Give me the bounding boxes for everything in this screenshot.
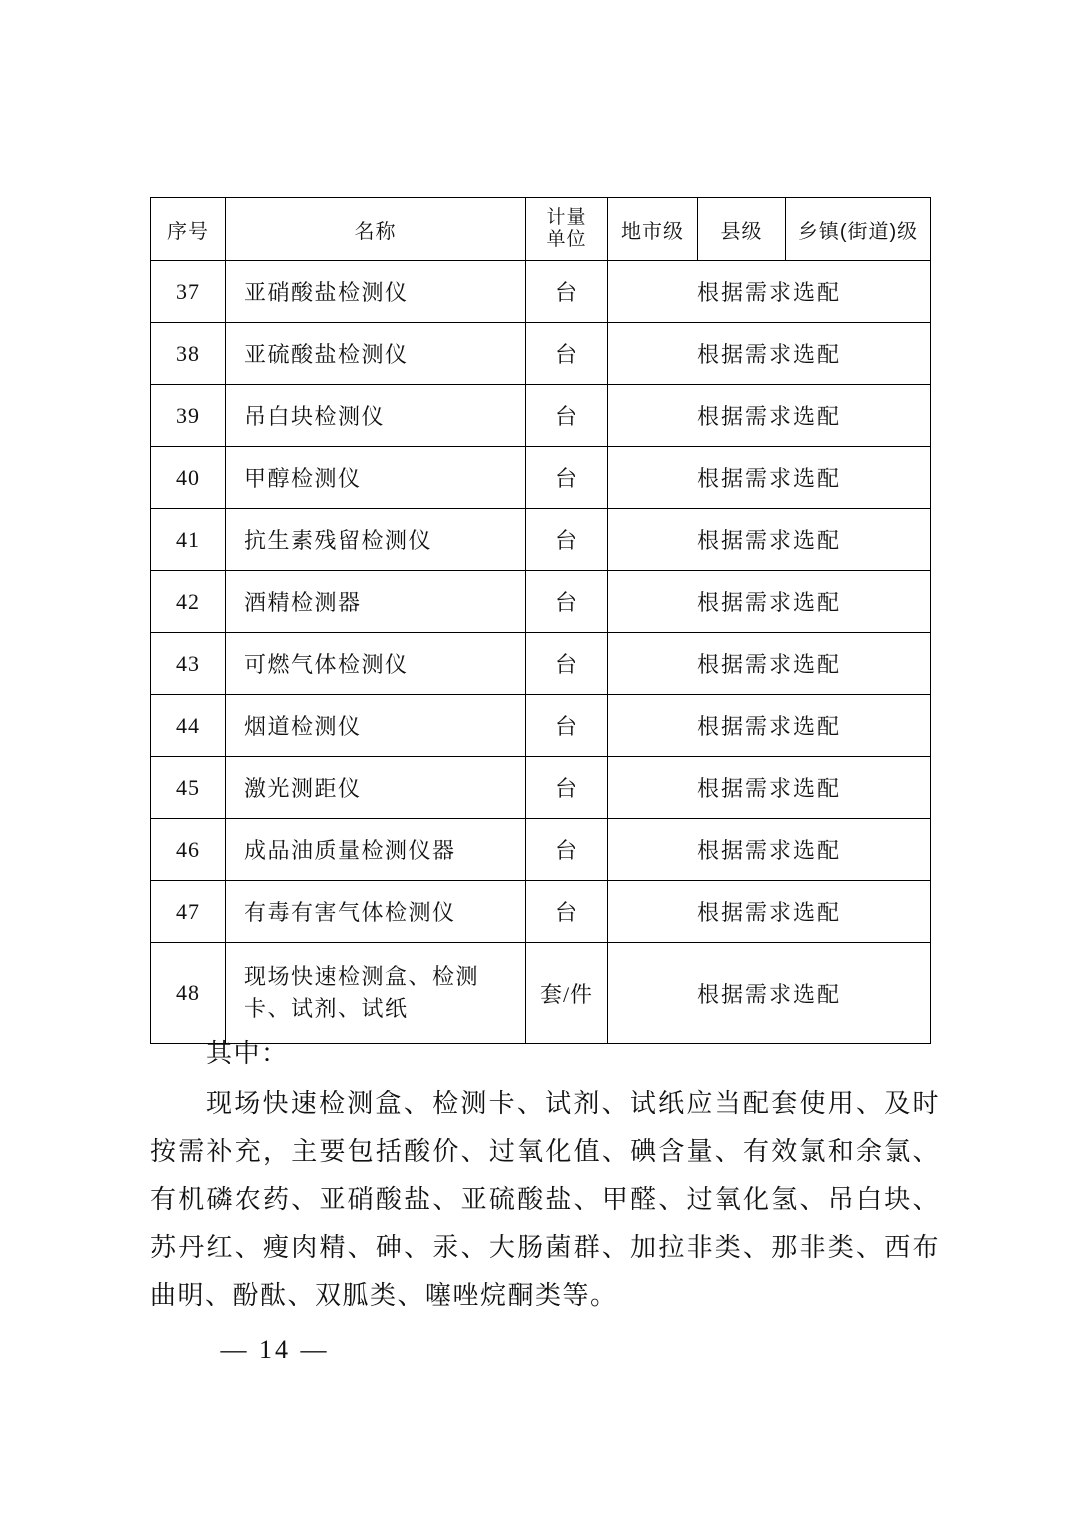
table-row bbox=[151, 509, 931, 571]
cell-unit: 台 bbox=[526, 633, 608, 695]
table-row bbox=[151, 695, 931, 757]
cell-no: 37 bbox=[151, 261, 226, 323]
equipment-table bbox=[150, 197, 931, 1044]
cell-allocation: 根据需求选配 bbox=[608, 695, 931, 757]
cell-no: 44 bbox=[151, 695, 226, 757]
cell-allocation: 根据需求选配 bbox=[608, 571, 931, 633]
cell-unit: 台 bbox=[526, 385, 608, 447]
notes-body: 现场快速检测盒、检测卡、试剂、试纸应当配套使用、及时按需补充，主要包括酸价、过氧化值、碘含量、有效氯和余氯、有机磷农药、亚硝酸盐、亚硫酸盐、甲醛、过氧化氢、吊白块、苏丹红、瘦肉精、砷、汞、大肠菌群、加拉非类、那非类、西布曲明、酚酞、双胍类、噻唑烷酮类等。 bbox=[150, 1089, 940, 1311]
cell-name: 吊白块检测仪 bbox=[226, 385, 526, 447]
cell-no: 41 bbox=[151, 509, 226, 571]
cell-no: 42 bbox=[151, 571, 226, 633]
cell-allocation: 根据需求选配 bbox=[608, 881, 931, 943]
cell-name: 烟道检测仪 bbox=[226, 695, 526, 757]
header-city-level: 地市级 bbox=[608, 198, 698, 261]
cell-allocation: 根据需求选配 bbox=[608, 385, 931, 447]
table-row bbox=[151, 571, 931, 633]
cell-no: 48 bbox=[151, 943, 226, 1044]
cell-unit: 台 bbox=[526, 447, 608, 509]
table-row bbox=[151, 323, 931, 385]
cell-allocation: 根据需求选配 bbox=[608, 757, 931, 819]
cell-no: 38 bbox=[151, 323, 226, 385]
header-no: 序号 bbox=[151, 198, 226, 261]
cell-name: 亚硝酸盐检测仪 bbox=[226, 261, 526, 323]
cell-allocation: 根据需求选配 bbox=[608, 323, 931, 385]
cell-name: 有毒有害气体检测仪 bbox=[226, 881, 526, 943]
cell-name: 亚硫酸盐检测仪 bbox=[226, 323, 526, 385]
header-unit-line1: 计量 bbox=[546, 207, 587, 229]
cell-unit: 台 bbox=[526, 881, 608, 943]
cell-name: 可燃气体检测仪 bbox=[226, 633, 526, 695]
cell-allocation: 根据需求选配 bbox=[608, 447, 931, 509]
cell-unit: 台 bbox=[526, 261, 608, 323]
header-unit bbox=[526, 198, 608, 261]
table-row bbox=[151, 757, 931, 819]
cell-name: 酒精检测器 bbox=[226, 571, 526, 633]
table-row bbox=[151, 447, 931, 509]
table-row bbox=[151, 881, 931, 943]
cell-no: 46 bbox=[151, 819, 226, 881]
cell-name: 甲醇检测仪 bbox=[226, 447, 526, 509]
cell-name: 抗生素残留检测仪 bbox=[226, 509, 526, 571]
page-number: — 14 — bbox=[220, 1335, 330, 1364]
table-header-row bbox=[151, 198, 931, 261]
cell-unit: 台 bbox=[526, 323, 608, 385]
cell-allocation: 根据需求选配 bbox=[608, 943, 931, 1044]
header-name: 名称 bbox=[226, 198, 526, 261]
cell-unit: 台 bbox=[526, 509, 608, 571]
cell-unit: 台 bbox=[526, 571, 608, 633]
cell-no: 47 bbox=[151, 881, 226, 943]
cell-no: 45 bbox=[151, 757, 226, 819]
cell-unit: 套/件 bbox=[526, 943, 608, 1044]
header-town-level: 乡镇(街道)级 bbox=[786, 198, 931, 261]
notes-label: 其中： bbox=[206, 1039, 289, 1068]
cell-unit: 台 bbox=[526, 757, 608, 819]
header-unit-line2: 单位 bbox=[546, 229, 587, 250]
cell-allocation: 根据需求选配 bbox=[608, 819, 931, 881]
cell-name: 现场快速检测盒、检测卡、试剂、试纸 bbox=[226, 943, 526, 1044]
cell-no: 40 bbox=[151, 447, 226, 509]
cell-allocation: 根据需求选配 bbox=[608, 261, 931, 323]
table-row bbox=[151, 819, 931, 881]
cell-name: 激光测距仪 bbox=[226, 757, 526, 819]
cell-unit: 台 bbox=[526, 695, 608, 757]
cell-name: 成品油质量检测仪器 bbox=[226, 819, 526, 881]
table-row bbox=[151, 943, 931, 1044]
cell-no: 39 bbox=[151, 385, 226, 447]
cell-unit: 台 bbox=[526, 819, 608, 881]
header-county-level: 县级 bbox=[698, 198, 786, 261]
table-row bbox=[151, 385, 931, 447]
table-row bbox=[151, 633, 931, 695]
table-row bbox=[151, 261, 931, 323]
cell-no: 43 bbox=[151, 633, 226, 695]
cell-allocation: 根据需求选配 bbox=[608, 509, 931, 571]
cell-allocation: 根据需求选配 bbox=[608, 633, 931, 695]
